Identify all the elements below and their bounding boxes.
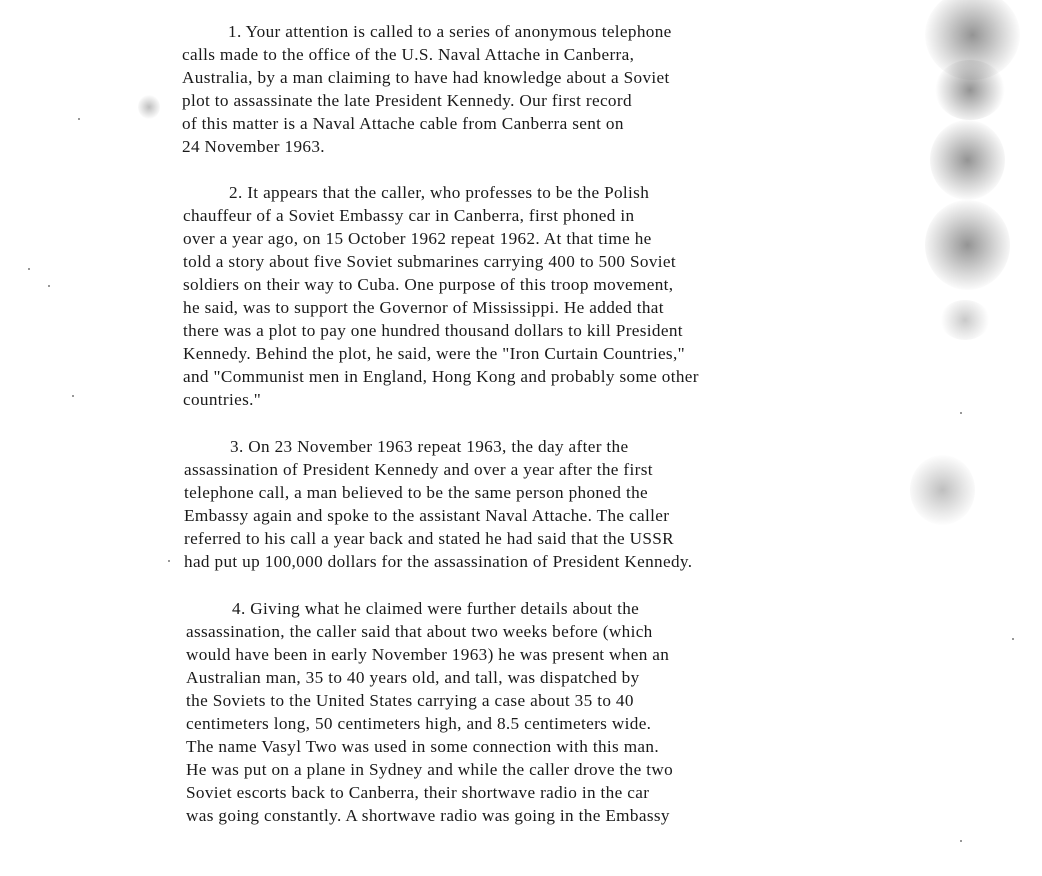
text-line: the Soviets to the United States carrying a case about 35 to 40 bbox=[186, 691, 634, 710]
text-line: told a story about five Soviet submarines carrying 400 to 500 Soviet bbox=[183, 252, 677, 271]
text-line: 1. Your attention is called to a series of anonymous telephone bbox=[228, 22, 672, 41]
text-line: telephone call, a man believed to be the same person phoned the bbox=[184, 483, 648, 502]
text-line: The name Vasyl Two was used in some connection with this man. bbox=[186, 737, 659, 756]
text-line: referred to his call a year back and stated he had said that the USSR bbox=[184, 529, 674, 548]
text-line: assassination, the caller said that about two weeks before (which bbox=[186, 622, 653, 641]
text-line: Embassy again and spoke to the assistant Naval Attache. The caller bbox=[184, 506, 670, 525]
text-line: chauffeur of a Soviet Embassy car in Canberra, first phoned in bbox=[183, 206, 635, 225]
text-line: of this matter is a Naval Attache cable from Canberra sent on bbox=[182, 114, 624, 133]
text-line: over a year ago, on 15 October 1962 repeat 1962. At that time he bbox=[183, 229, 652, 248]
text-line: 3. On 23 November 1963 repeat 1963, the day after the bbox=[230, 437, 629, 456]
text-line: 24 November 1963. bbox=[182, 137, 325, 156]
text-line: He was put on a plane in Sydney and while the caller drove the two bbox=[186, 760, 674, 779]
text-line: 4. Giving what he claimed were further details about the bbox=[232, 599, 640, 618]
text-line: and "Communist men in England, Hong Kong and probably some other bbox=[183, 367, 699, 386]
text-line: he said, was to support the Governor of Mississippi. He added that bbox=[183, 298, 664, 317]
text-line: countries." bbox=[183, 390, 262, 409]
text-line: was going constantly. A shortwave radio was going in the Embassy bbox=[186, 806, 670, 825]
text-line: 2. It appears that the caller, who professes to be the Polish bbox=[229, 183, 650, 202]
text-line: Kennedy. Behind the plot, he said, were the "Iron Curtain Countries," bbox=[183, 344, 685, 363]
text-line: Australia, by a man claiming to have had knowledge about a Soviet bbox=[182, 68, 670, 87]
text-line: would have been in early November 1963) he was present when an bbox=[186, 645, 670, 664]
text-line: centimeters long, 50 centimeters high, and 8.5 centimeters wide. bbox=[186, 714, 652, 733]
text-line: Australian man, 35 to 40 years old, and tall, was dispatched by bbox=[186, 668, 640, 687]
text-line: had put up 100,000 dollars for the assassination of President Kennedy. bbox=[184, 552, 693, 571]
text-line: calls made to the office of the U.S. Naval Attache in Canberra, bbox=[182, 45, 635, 64]
text-line: soldiers on their way to Cuba. One purpose of this troop movement, bbox=[183, 275, 674, 294]
text-line: there was a plot to pay one hundred thousand dollars to kill President bbox=[183, 321, 683, 340]
text-line: Soviet escorts back to Canberra, their shortwave radio in the car bbox=[186, 783, 650, 802]
text-line: plot to assassinate the late President Kennedy. Our first record bbox=[182, 91, 632, 110]
text-line: assassination of President Kennedy and over a year after the first bbox=[184, 460, 653, 479]
